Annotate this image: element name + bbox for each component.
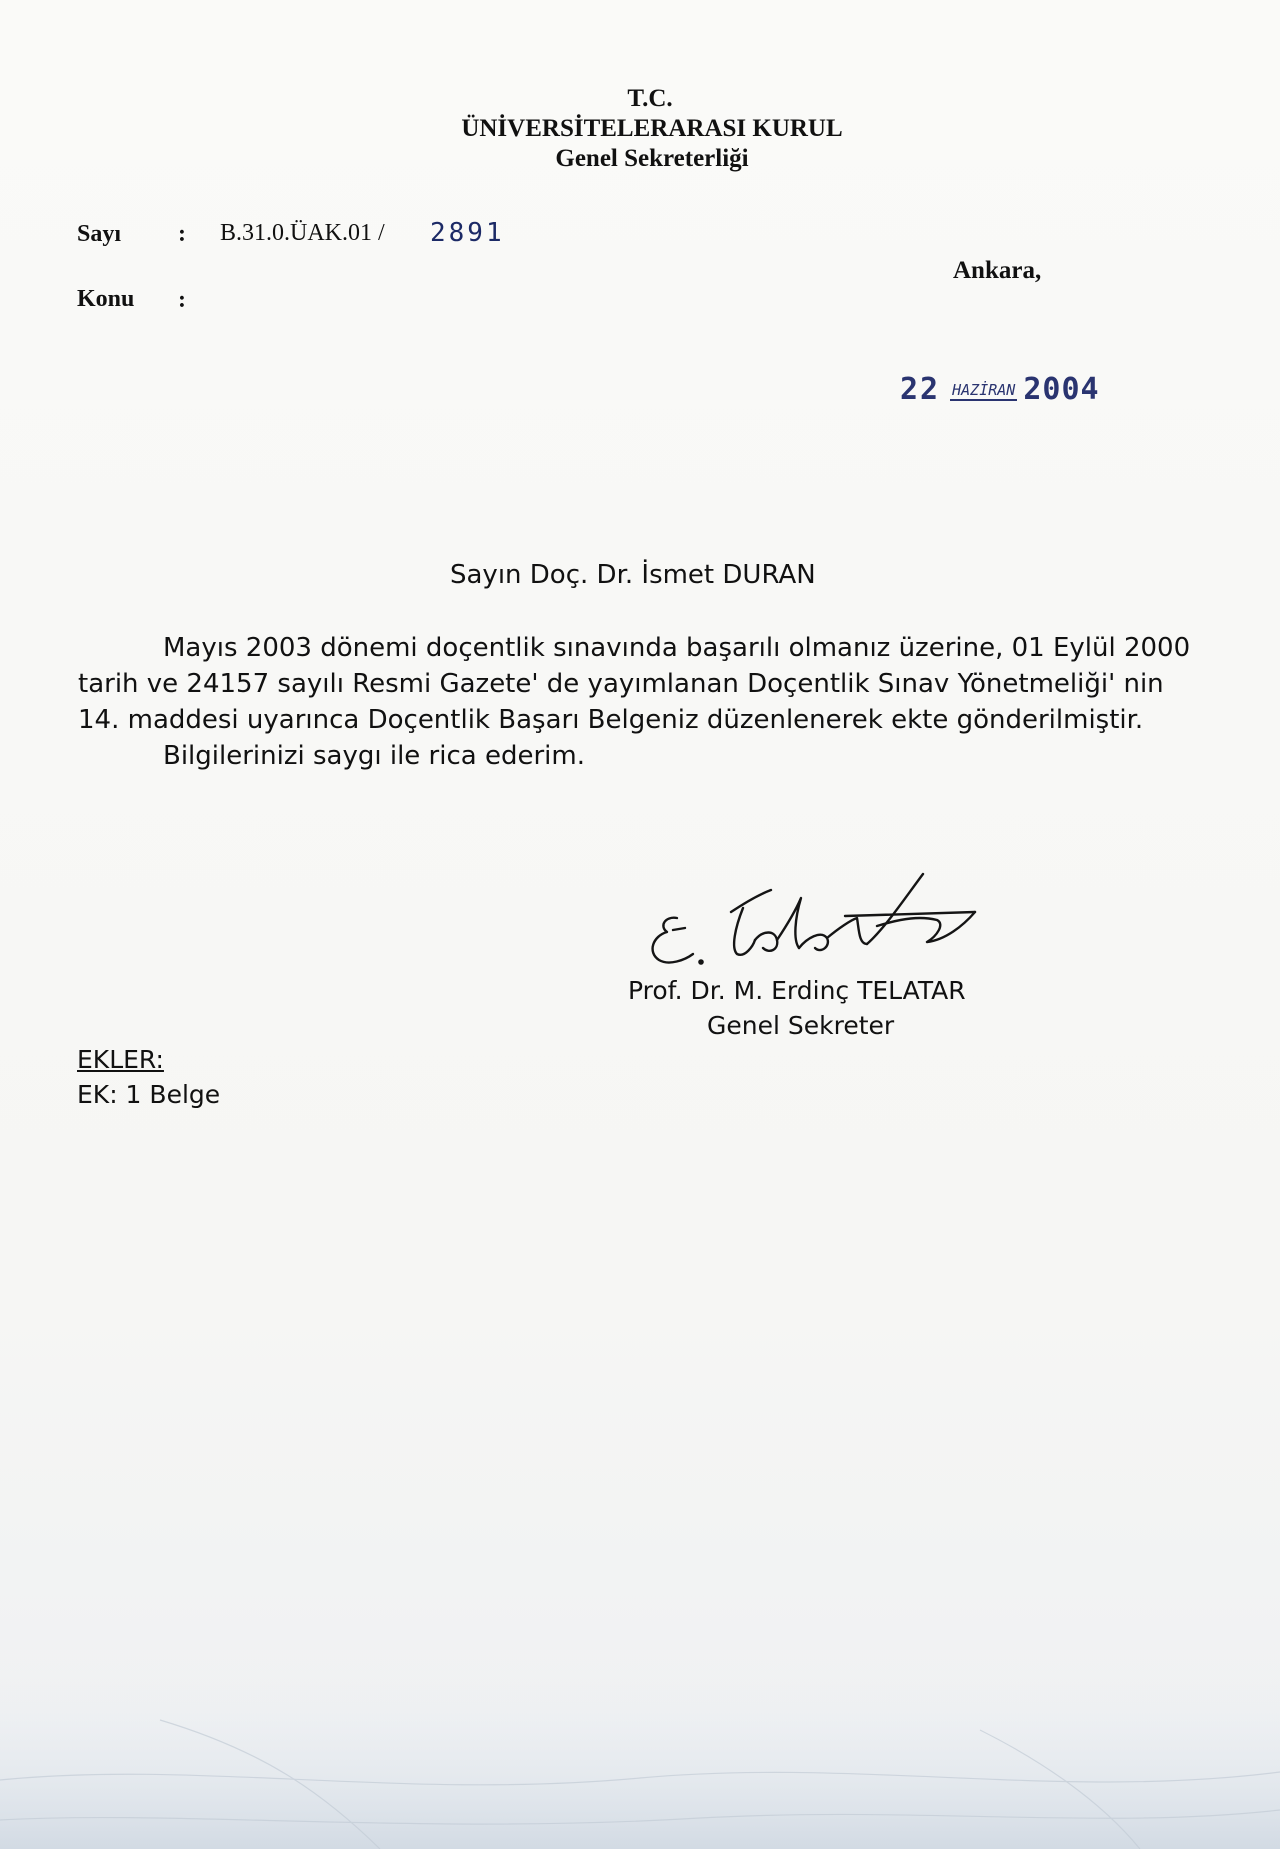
date-stamp-month: HAZİRAN: [952, 381, 1016, 399]
date-stamp: [900, 372, 1100, 407]
konu-colon: :: [178, 287, 186, 313]
signer-title: Genel Sekreter: [707, 1011, 895, 1040]
salutation: Sayın Doç. Dr. İsmet DURAN: [450, 560, 816, 590]
signature-image: [645, 868, 1025, 978]
sayi-label: Sayı: [77, 221, 122, 247]
signer-name: Prof. Dr. M. Erdinç TELATAR: [628, 976, 966, 1005]
date-stamp-year: 2004: [1023, 372, 1100, 407]
place-name: Ankara,: [953, 257, 1042, 284]
sayi-colon: :: [178, 221, 186, 247]
letterhead-country: T.C.: [627, 85, 673, 112]
letter-body: [78, 630, 1208, 774]
letter-closing: Bilgilerinizi saygı ile rica ederim.: [163, 741, 585, 771]
letterhead-department: Genel Sekreterliği: [555, 145, 749, 172]
letterhead-institution: ÜNİVERSİTELERARASI KURUL: [461, 115, 843, 142]
attachments-heading: EKLER:: [77, 1045, 164, 1074]
paper-crease-shading: [0, 1660, 1280, 1849]
letter-paragraph: Mayıs 2003 dönemi doçentlik sınavında başarılı olmanız üzerine, 01 Eylül 2000 tarih ve 24157 sayılı Resmi Gazete' de yayımlanan Doçentlik Sınav Yönetmeliği' nin 14. maddesi uyarınca Doçentlik Başarı Belgeniz düzenlenerek ekte gönderilmiştir.: [78, 633, 1191, 735]
sayi-handwritten-number: 2891: [430, 218, 505, 248]
attachment-item: EK: 1 Belge: [77, 1080, 221, 1109]
letterhead: [0, 84, 1280, 174]
date-stamp-day: 22: [900, 372, 941, 407]
konu-label: Konu: [77, 286, 135, 312]
sayi-value: B.31.0.ÜAK.01 /: [220, 220, 385, 246]
